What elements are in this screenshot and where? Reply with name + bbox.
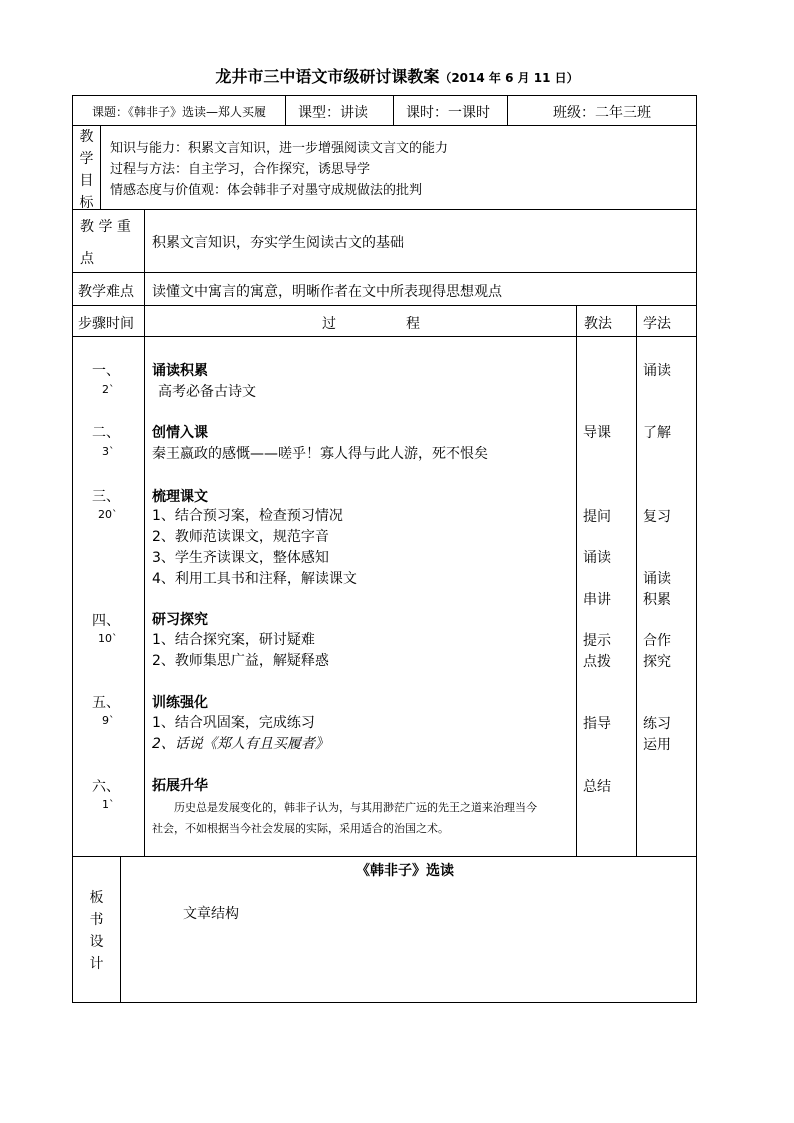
col-line xyxy=(120,856,121,1002)
step-item: 2、话说《郑人有且买履者》 xyxy=(152,736,329,752)
step-time: 9` xyxy=(102,714,115,727)
row-line xyxy=(72,856,697,857)
step-items xyxy=(152,506,357,590)
teach-method: 总结 xyxy=(583,779,611,795)
step-item: 1、结合巩固案，完成练习 xyxy=(152,715,315,731)
col-line xyxy=(576,305,577,856)
hours-cell: 课时：一课时 xyxy=(406,105,490,121)
steps-header: 步骤时间 xyxy=(78,316,134,332)
row-line xyxy=(72,1002,697,1003)
objective-line: 知识与能力：积累文言知识，进一步增强阅读文言文的能力 xyxy=(110,141,449,156)
step-items xyxy=(152,713,329,755)
step-item: 1、结合探究案，研讨疑难 xyxy=(152,632,315,648)
title-text: 龙井市三中语文市级研讨课教案 xyxy=(215,67,440,86)
step-number: 六、 xyxy=(92,779,120,795)
col-line xyxy=(636,305,637,856)
board-title: 《韩非子》选读 xyxy=(356,863,454,879)
step-heading: 梳理课文 xyxy=(152,489,208,505)
key-point-label: 教 学 重 xyxy=(80,219,131,235)
step-item: 高考必备古诗文 xyxy=(158,384,256,400)
learn-method: 探究 xyxy=(643,654,671,670)
teach-method: 提示 xyxy=(583,633,611,649)
step-item: 3、学生齐读课文，整体感知 xyxy=(152,550,329,566)
difficulty-label: 教学难点 xyxy=(78,284,134,300)
step-time: 3` xyxy=(102,445,115,458)
key-point-label-2: 点 xyxy=(80,251,94,267)
step-time: 10` xyxy=(98,632,118,645)
teach-method: 串讲 xyxy=(583,592,611,608)
class-cell: 班级：二年三班 xyxy=(553,105,651,121)
board-content: 文章结构 xyxy=(183,906,239,922)
step-item: 历史总是发展变化的，韩非子认为，与其用渺茫广远的先王之道来治理当今 xyxy=(174,801,537,814)
objectives-label xyxy=(73,126,100,214)
col-line xyxy=(285,95,286,125)
difficulty-text: 读懂文中寓言的寓意，明晰作者在文中所表现得思想观点 xyxy=(152,284,502,300)
row-line xyxy=(72,95,697,96)
row-line xyxy=(72,336,697,337)
row-line xyxy=(72,209,697,210)
objective-line: 过程与方法：自主学习，合作探究，诱思导学 xyxy=(110,162,371,177)
step-heading: 训练强化 xyxy=(152,695,208,711)
learn-method: 诵读 xyxy=(643,571,671,587)
col-line xyxy=(696,95,697,1003)
step-item: 1、结合预习案，检查预习情况 xyxy=(152,508,343,524)
teach-method: 导课 xyxy=(583,425,611,441)
teach-method: 诵读 xyxy=(583,550,611,566)
learn-method: 练习 xyxy=(643,716,671,732)
teach-method: 指导 xyxy=(583,716,611,732)
learn-method: 了解 xyxy=(643,425,671,441)
col-line xyxy=(72,95,73,1003)
step-item: 2、教师范读课文，规范字音 xyxy=(152,529,329,545)
step-number: 五、 xyxy=(92,695,120,711)
step-number: 三、 xyxy=(92,489,120,505)
step-number: 二、 xyxy=(92,425,120,441)
step-item: 4、利用工具书和注释，解读课文 xyxy=(152,571,357,587)
board-label-char: 板 xyxy=(89,890,104,906)
row-line xyxy=(72,305,697,306)
learn-header: 学法 xyxy=(643,316,671,332)
objectives-label-char: 标 xyxy=(79,195,94,211)
document-title xyxy=(0,64,794,87)
step-item: 2、教师集思广益，解疑释惑 xyxy=(152,653,329,669)
step-heading: 拓展升华 xyxy=(152,778,208,794)
teach-method: 提问 xyxy=(583,509,611,525)
step-heading: 诵读积累 xyxy=(152,363,208,379)
teach-method: 点拨 xyxy=(583,654,611,670)
step-time: 1` xyxy=(102,798,115,811)
board-label xyxy=(73,887,120,975)
key-point-text: 积累文言知识，夯实学生阅读古文的基础 xyxy=(152,235,404,251)
board-label-char: 设 xyxy=(89,934,104,950)
board-label-char: 计 xyxy=(89,956,104,972)
step-time: 20` xyxy=(98,508,118,521)
objectives-label-char: 学 xyxy=(79,151,94,167)
teach-header: 教法 xyxy=(584,316,612,332)
step-items xyxy=(152,630,329,672)
step-heading: 创情入课 xyxy=(152,425,208,441)
col-line xyxy=(393,95,394,125)
row-line xyxy=(72,125,697,126)
learn-method: 复习 xyxy=(643,509,671,525)
col-line xyxy=(100,125,101,209)
learn-method: 积累 xyxy=(643,592,671,608)
topic-cell: 课题：《韩非子》选读—郑人买履 xyxy=(92,105,267,119)
learn-method: 合作 xyxy=(643,633,671,649)
col-line xyxy=(144,209,145,856)
step-heading: 研习探究 xyxy=(152,612,208,628)
step-time: 2` xyxy=(102,383,115,396)
step-number: 四、 xyxy=(92,613,120,629)
objectives-text xyxy=(110,138,448,201)
col-line xyxy=(507,95,508,125)
step-number: 一、 xyxy=(92,363,120,379)
learn-method: 运用 xyxy=(643,737,671,753)
step-item: 社会，不如根据当今社会发展的实际，采用适合的治国之术。 xyxy=(152,822,449,835)
row-line xyxy=(72,272,697,273)
type-cell: 课型：讲读 xyxy=(298,105,368,121)
objectives-label-char: 教 xyxy=(79,129,94,145)
learn-method: 诵读 xyxy=(643,363,671,379)
step-item: 秦王嬴政的感慨——嗟乎！寡人得与此人游，死不恨矣 xyxy=(152,446,488,462)
step-items xyxy=(152,797,537,839)
process-header: 过 程 xyxy=(322,316,420,332)
objective-line: 情感态度与价值观：体会韩非子对墨守成规做法的批判 xyxy=(110,183,423,198)
title-date: （2014 年 6 月 11 日） xyxy=(439,71,579,85)
objectives-label-char: 目 xyxy=(79,173,94,189)
board-label-char: 书 xyxy=(89,912,104,928)
